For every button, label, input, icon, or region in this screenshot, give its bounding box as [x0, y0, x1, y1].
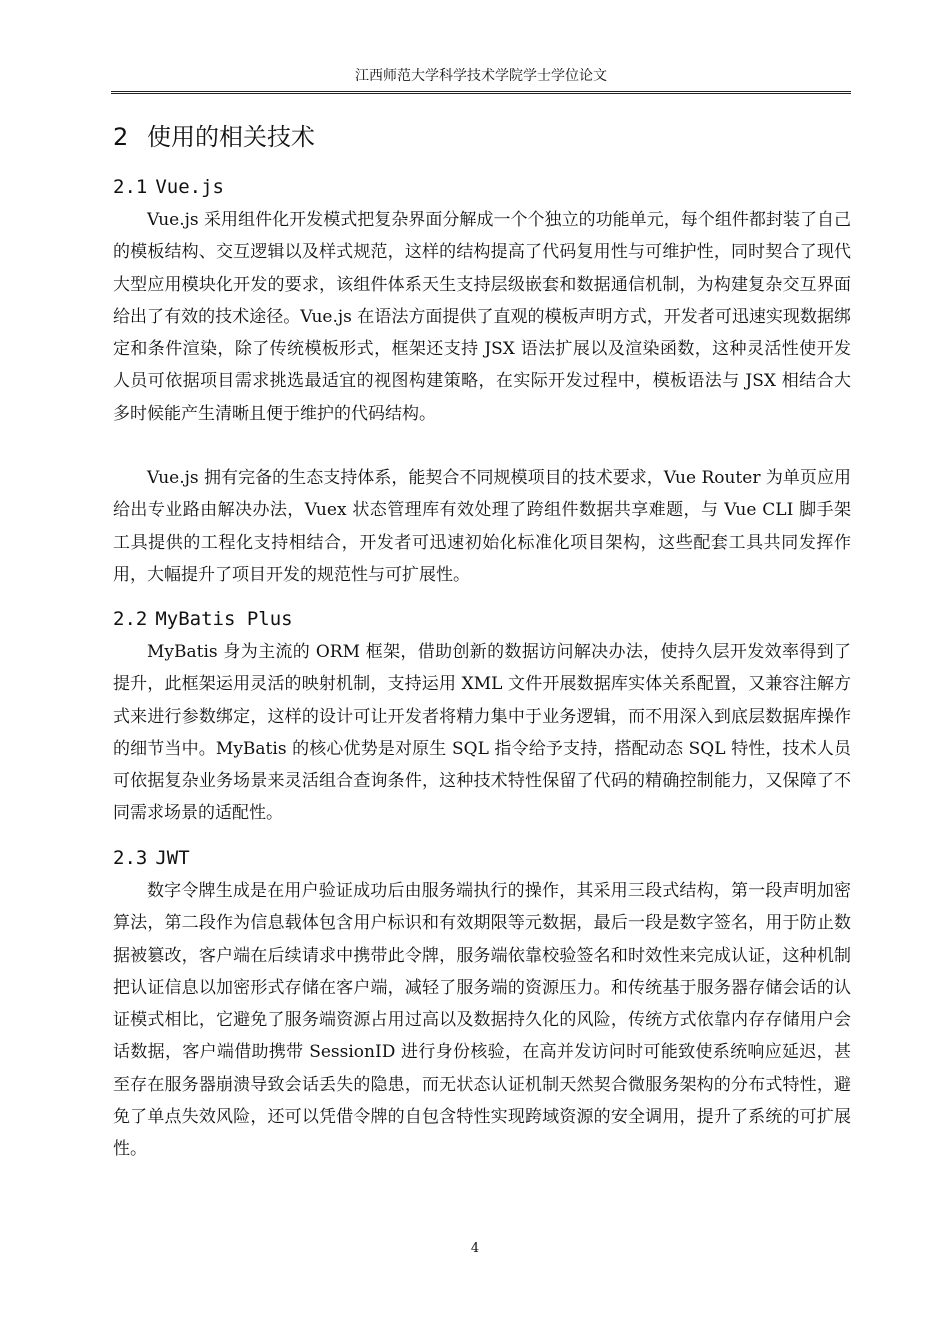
- chapter-heading: [113, 120, 315, 154]
- header-rule: [111, 91, 851, 94]
- chapter-number: 2: [113, 123, 129, 151]
- section-title: Vue.js: [155, 176, 224, 198]
- paragraph-vuejs-2: Vue.js 拥有完备的生态支持体系，能契合不同规模项目的技术要求，Vue Router 为单页应用给出专业路由解决办法，Vuex 状态管理库有效处理了跨组件数据共享难题，与 Vue CLI 脚手架工具提供的工程化支持相结合，开发者可迅速初始化标准化项目架构，这些配套工具共同发挥作用，大幅提升了项目开发的规范性与可扩展性。: [113, 468, 851, 585]
- paragraph-vuejs-1: Vue.js 采用组件化开发模式把复杂界面分解成一个个独立的功能单元，每个组件都封装了自己的模板结构、交互逻辑以及样式规范，这样的结构提高了代码复用性与可维护性，同时契合了现代大型应用模块化开发的要求，该组件体系天生支持层级嵌套和数据通信机制，为构建复杂交互界面给出了有效的技术途径。Vue.js 在语法方面提供了直观的模板声明方式，开发者可迅速实现数据绑定和条件渲染，除了传统模板形式，框架还支持 JSX 语法扩展以及渲染函数，这种灵活性使开发人员可依据项目需求挑选最适宜的视图构建策略，在实际开发过程中，模板语法与 JSX 相结合大多时候能产生清晰且便于维护的代码结构。: [113, 210, 851, 424]
- chapter-title: 使用的相关技术: [147, 123, 315, 151]
- section-number: 2.3: [113, 847, 148, 869]
- section-heading-vuejs: [113, 174, 224, 200]
- section-number: 2.1: [113, 176, 148, 198]
- paragraph-mybatis-1: MyBatis 身为主流的 ORM 框架，借助创新的数据访问解决办法，使持久层开发效率得到了提升，此框架运用灵活的映射机制，支持运用 XML 文件开展数据库实体关系配置，又兼容注解方式来进行参数绑定，这样的设计可让开发者将精力集中于业务逻辑，而不用深入到底层数据库操作的细节当中。MyBatis 的核心优势是对原生 SQL 指令给予支持，搭配动态 SQL 特性，技术人员可依据复杂业务场景来灵活组合查询条件，这种技术特性保留了代码的精确控制能力，又保障了不同需求场景的适配性。: [113, 642, 851, 824]
- paragraph-jwt-1: 数字令牌生成是在用户验证成功后由服务端执行的操作，其采用三段式结构，第一段声明加密算法，第二段作为信息载体包含用户标识和有效期限等元数据，最后一段是数字签名，用于防止数据被篡改，客户端在后续请求中携带此令牌，服务端依靠校验签名和时效性来完成认证，这种机制把认证信息以加密形式存储在客户端，减轻了服务端的资源压力。和传统基于服务器存储会话的认证模式相比，它避免了服务端资源占用过高以及数据持久化的风险，传统方式依靠内存存储用户会话数据，客户端借助携带 SessionID 进行身份核验，在高并发访问时可能致使系统响应延迟，甚至存在服务器崩溃导致会话丢失的隐患，而无状态认证机制天然契合微服务架构的分布式特性，避免了单点失效风险，还可以凭借令牌的自包含特性实现跨域资源的安全调用，提升了系统的可扩展性。: [113, 881, 851, 1160]
- section-number: 2.2: [113, 608, 148, 630]
- running-header: 江西师范大学科学技术学院学士学位论文: [355, 68, 607, 84]
- section-title: JWT: [155, 847, 190, 869]
- section-heading-mybatis-plus: [113, 606, 293, 632]
- section-heading-jwt: [113, 845, 190, 871]
- page-number: 4: [470, 1241, 480, 1256]
- section-title: MyBatis Plus: [155, 608, 293, 630]
